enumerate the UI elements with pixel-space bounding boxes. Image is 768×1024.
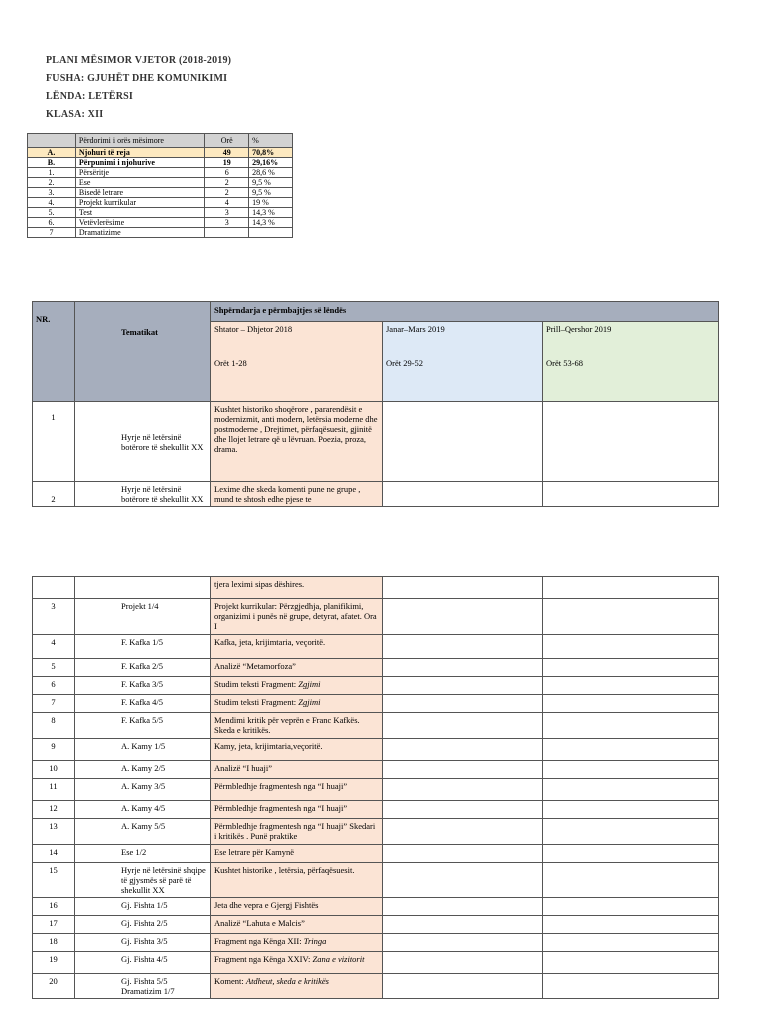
row-empty	[383, 845, 543, 863]
row-number: 17	[33, 916, 75, 934]
row-topic: F. Kafka 5/5	[75, 713, 211, 739]
row-number: 11	[33, 779, 75, 801]
plan-title: PLANI MËSIMOR VJETOR (2018-2019)	[46, 55, 232, 66]
period-3-label: Prill–Qershor 2019	[546, 324, 612, 334]
hours-row	[28, 178, 293, 188]
row-content-text: Kafka, jeta, krijimtaria, veçoritë.	[214, 637, 326, 647]
hours-cell: Përpunimi i njohurive	[75, 158, 204, 168]
hours-row	[28, 198, 293, 208]
tematikat-header: Tematikat	[75, 302, 211, 402]
row-topic: F. Kafka 2/5	[75, 659, 211, 677]
hours-cell: 4.	[28, 198, 76, 208]
row-content-text: Mendimi kritik për veprën e Franc Kafkës. Skeda e kritikës.	[214, 715, 360, 735]
table-row	[33, 761, 719, 779]
hours-row	[28, 188, 293, 198]
row-empty	[543, 659, 719, 677]
table-row	[33, 482, 719, 507]
hours-cell: A.	[28, 148, 76, 158]
row-content	[211, 713, 383, 739]
row-empty	[543, 677, 719, 695]
row-content	[211, 898, 383, 916]
row-number: 9	[33, 739, 75, 761]
hours-cell: Ese	[75, 178, 204, 188]
hours-row	[28, 158, 293, 168]
row-number: 14	[33, 845, 75, 863]
row-content: Leximе dhe skeda komenti pune ne grupe , mund te shtosh edhe pjese te	[211, 482, 383, 507]
table-row	[33, 713, 719, 739]
row-content	[211, 801, 383, 819]
period-2-label: Janar–Mars 2019	[386, 324, 445, 334]
row-empty	[543, 974, 719, 999]
row-content-text: Fragment nga Kënga XXIV:	[214, 954, 313, 964]
row-content: tjera leximi sipas dëshires.	[211, 577, 383, 599]
row-topic: Gj. Fishta 1/5	[75, 898, 211, 916]
row-empty	[543, 635, 719, 659]
table-row	[33, 402, 719, 482]
row-empty	[383, 677, 543, 695]
hours-header-cell: Orë	[205, 134, 249, 148]
row-number: 10	[33, 761, 75, 779]
hours-cell: 3	[205, 208, 249, 218]
table-row	[33, 952, 719, 974]
row-content: Kushtet historiko shoqërore , pararendësit e modernizmit, anti modern, letërsia moderne dhe postmoderne , Drejtimet, përfaqësuesit, gjinitë dhe llojet letrare që u lëvruan. Poezia, proza, drama.	[211, 402, 383, 482]
table-row	[33, 801, 719, 819]
hours-header-cell: Përdorimi i orës mësimore	[75, 134, 204, 148]
row-topic: A. Kamy 1/5	[75, 739, 211, 761]
hours-cell: 6.	[28, 218, 76, 228]
hours-cell: B.	[28, 158, 76, 168]
row-topic: Gj. Fishta 3/5	[75, 934, 211, 952]
hours-cell: 3	[205, 218, 249, 228]
row-topic: Hyrje në letërsinë botërore të shekullit XX	[75, 482, 211, 507]
row-empty	[383, 898, 543, 916]
row-content-text: Kushtet historike , letërsia, përfaqësuesit.	[214, 865, 355, 875]
hours-cell: 2	[205, 188, 249, 198]
distribution-group-header: Shpërndarja e përmbajtjes së lëndës	[211, 302, 719, 322]
row-empty	[383, 974, 543, 999]
table-row	[33, 934, 719, 952]
row-topic: Hyrje në letërsinë shqipe të gjysmës së parë të shekullit XX	[75, 863, 211, 898]
row-empty	[383, 635, 543, 659]
row-empty	[383, 713, 543, 739]
row-content-text: Përmbledhje fragmentesh nga “I huaji”	[214, 781, 348, 791]
row-topic: Gj. Fishta 2/5	[75, 916, 211, 934]
hours-cell: 6	[205, 168, 249, 178]
row-empty	[543, 577, 719, 599]
row-empty	[383, 695, 543, 713]
row-empty	[543, 695, 719, 713]
hours-cell: 49	[205, 148, 249, 158]
hours-cell	[205, 228, 249, 238]
row-topic: Gj. Fishta 4/5	[75, 952, 211, 974]
row-number	[33, 577, 75, 599]
row-content-text: Studim teksti Fragment:	[214, 697, 299, 707]
hours-cell: Test	[75, 208, 204, 218]
row-content	[211, 863, 383, 898]
hours-cell: Vetëvlerësime	[75, 218, 204, 228]
row-content-italic: Zgjimi	[298, 697, 321, 707]
hours-cell: 19 %	[249, 198, 293, 208]
row-empty	[383, 952, 543, 974]
hours-cell: 9,5 %	[249, 188, 293, 198]
row-content-text: Kamy, jeta, krijimtaria,veçoritë.	[214, 741, 323, 751]
hours-cell: Projekt kurrikular	[75, 198, 204, 208]
row-content-text: Analizë “Metamorfoza”	[214, 661, 296, 671]
row-content-text: Koment:	[214, 976, 246, 986]
table-row	[33, 577, 719, 599]
row-number: 4	[33, 635, 75, 659]
row-empty	[543, 898, 719, 916]
row-empty	[383, 779, 543, 801]
table-row	[33, 779, 719, 801]
period-3-cell	[543, 322, 719, 402]
row-number: 16	[33, 898, 75, 916]
row-number: 1	[33, 402, 75, 482]
row-empty	[383, 819, 543, 845]
period-1-cell	[211, 322, 383, 402]
table-row	[33, 974, 719, 999]
row-number: 6	[33, 677, 75, 695]
row-topic: F. Kafka 3/5	[75, 677, 211, 695]
row-empty	[383, 659, 543, 677]
table-row	[33, 863, 719, 898]
row-number: 7	[33, 695, 75, 713]
row-content	[211, 677, 383, 695]
distribution-header-row	[33, 302, 719, 322]
row-content	[211, 845, 383, 863]
row-content	[211, 761, 383, 779]
row-content	[211, 659, 383, 677]
row-content-text: Ese letrare për Kamynë	[214, 847, 294, 857]
row-content-text: Projekt kurrikular: Përzgjedhja, planifikimi, organizimi i punës në grupe, detyrat, afatet. Ora I	[214, 601, 377, 631]
row-content	[211, 952, 383, 974]
row-content-text: Analizë “Lahuta e Malcis”	[214, 918, 305, 928]
hours-cell: 14,3 %	[249, 218, 293, 228]
row-number: 13	[33, 819, 75, 845]
row-content	[211, 695, 383, 713]
row-number: 15	[33, 863, 75, 898]
hours-cell: 5.	[28, 208, 76, 218]
hours-cell: Dramatizime	[75, 228, 204, 238]
row-topic: Hyrje në letërsinë botërore të shekullit XX	[75, 402, 211, 482]
table-row	[33, 659, 719, 677]
hours-row	[28, 218, 293, 228]
row-topic: A. Kamy 3/5	[75, 779, 211, 801]
hours-header-cell	[28, 134, 76, 148]
hours-cell: 29,16%	[249, 158, 293, 168]
row-empty	[543, 482, 719, 507]
hours-cell: Njohuri të reja	[75, 148, 204, 158]
row-empty	[383, 577, 543, 599]
hours-cell: 14,3 %	[249, 208, 293, 218]
row-content-text: Përmbledhje fragmentesh nga “I huaji”	[214, 803, 348, 813]
row-content-italic: Tringa	[303, 936, 327, 946]
hours-cell: 2.	[28, 178, 76, 188]
row-content-text: Jeta dhe vepra e Gjergj Fishtës	[214, 900, 319, 910]
row-content	[211, 635, 383, 659]
table-row	[33, 819, 719, 845]
period-2-hours: Orët 29-52	[386, 358, 424, 368]
row-empty	[383, 482, 543, 507]
row-empty	[543, 761, 719, 779]
period-3-hours: Orët 53-68	[546, 358, 584, 368]
row-empty	[383, 801, 543, 819]
row-empty	[543, 739, 719, 761]
row-number: 19	[33, 952, 75, 974]
row-empty	[543, 801, 719, 819]
row-empty	[543, 402, 719, 482]
table-row	[33, 898, 719, 916]
row-empty	[383, 739, 543, 761]
hours-cell: 2	[205, 178, 249, 188]
row-number: 18	[33, 934, 75, 952]
row-topic: Projekt 1/4	[75, 599, 211, 635]
row-number: 2	[33, 482, 75, 507]
row-number: 8	[33, 713, 75, 739]
row-empty	[383, 402, 543, 482]
table-row	[33, 739, 719, 761]
table-row	[33, 695, 719, 713]
period-1-hours: Orët 1-28	[214, 358, 247, 368]
row-content-text: Fragment nga Kënga XII:	[214, 936, 304, 946]
hours-row	[28, 228, 293, 238]
row-empty	[543, 779, 719, 801]
row-empty	[383, 934, 543, 952]
hours-header-cell: %	[249, 134, 293, 148]
row-number: 12	[33, 801, 75, 819]
row-content-text: Përmbledhje fragmentesh nga “I huaji” Skedari i kritikës . Punë praktike	[214, 821, 376, 841]
hours-cell	[249, 228, 293, 238]
hours-row	[28, 148, 293, 158]
row-topic: A. Kamy 2/5	[75, 761, 211, 779]
hours-cell: 19	[205, 158, 249, 168]
row-content	[211, 599, 383, 635]
period-1-label: Shtator – Dhjetor 2018	[214, 324, 293, 334]
nr-header: NR.	[33, 302, 75, 402]
table-row	[33, 599, 719, 635]
row-number: 3	[33, 599, 75, 635]
row-content	[211, 974, 383, 999]
row-empty	[383, 916, 543, 934]
hours-cell: Bisedë letrare	[75, 188, 204, 198]
row-topic: Gj. Fishta 5/5 Dramatizim 1/7	[75, 974, 211, 999]
distribution-table-top	[32, 301, 719, 507]
row-number: 5	[33, 659, 75, 677]
hours-cell: 70,8%	[249, 148, 293, 158]
row-topic	[75, 577, 211, 599]
row-empty	[383, 599, 543, 635]
row-empty	[543, 713, 719, 739]
row-empty	[543, 916, 719, 934]
row-empty	[543, 934, 719, 952]
row-topic: A. Kamy 5/5	[75, 819, 211, 845]
row-content	[211, 916, 383, 934]
hours-row	[28, 208, 293, 218]
row-empty	[543, 863, 719, 898]
row-empty	[543, 845, 719, 863]
row-content-italic: Atdheut, skeda e kritikës	[245, 976, 329, 986]
hours-cell: 3.	[28, 188, 76, 198]
row-topic: F. Kafka 1/5	[75, 635, 211, 659]
period-2-cell	[383, 322, 543, 402]
row-empty	[383, 761, 543, 779]
row-topic: A. Kamy 4/5	[75, 801, 211, 819]
row-topic: Ese 1/2	[75, 845, 211, 863]
hours-header-row	[28, 134, 293, 148]
row-empty	[383, 863, 543, 898]
hours-cell: Përsëritje	[75, 168, 204, 178]
row-content	[211, 739, 383, 761]
table-row	[33, 677, 719, 695]
class-line: KLASA: XII	[46, 109, 104, 120]
table-row	[33, 845, 719, 863]
row-content-italic: Zgjimi	[298, 679, 321, 689]
distribution-table-bottom	[32, 576, 719, 999]
subject-line: LËNDA: LETËRSI	[46, 91, 133, 102]
row-content-text: Analizë “I huaji”	[214, 763, 273, 773]
row-content	[211, 934, 383, 952]
table-row	[33, 916, 719, 934]
hours-cell: 9,5 %	[249, 178, 293, 188]
row-content-italic: Zana e vizitorit	[312, 954, 365, 964]
row-empty	[543, 819, 719, 845]
hours-cell: 1.	[28, 168, 76, 178]
hours-cell: 28,6 %	[249, 168, 293, 178]
hours-row	[28, 168, 293, 178]
table-row	[33, 635, 719, 659]
row-content	[211, 779, 383, 801]
hours-cell: 7	[28, 228, 76, 238]
field-line: FUSHA: GJUHËT DHE KOMUNIKIMI	[46, 73, 228, 84]
row-empty	[543, 599, 719, 635]
row-number: 20	[33, 974, 75, 999]
row-content	[211, 819, 383, 845]
row-topic: F. Kafka 4/5	[75, 695, 211, 713]
hours-cell: 4	[205, 198, 249, 208]
row-content-text: Studim teksti Fragment:	[214, 679, 299, 689]
row-empty	[543, 952, 719, 974]
hours-table	[27, 133, 293, 238]
